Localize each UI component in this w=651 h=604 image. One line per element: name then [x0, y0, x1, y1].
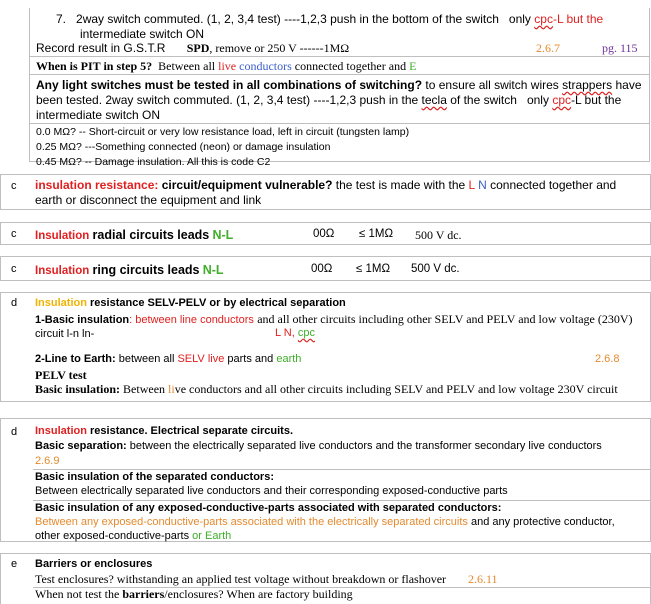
step-number: 7.	[56, 12, 67, 26]
reference-number: 2.6.9	[35, 455, 60, 467]
row-d-selv-pelv: d Insulation resistance SELV-PELV or by electrical separation 1-Basic insulation: between line conductors and all other circuits including other SELV and PELV and low voltage (230V) circuit l-n ln- L N, cpc 2-Line to Earth: between all SELV live parts and earth 2.6.8 PELV test Basic insulation: Between live conductors and all other circuits including SELV and PELV and low voltage 230V circuit	[0, 292, 651, 402]
row-letter: c	[11, 263, 17, 275]
reference-number: 2.6.7	[536, 41, 560, 55]
row-letter: d	[11, 426, 18, 438]
value-zero: 00Ω	[311, 263, 333, 275]
record-result-line: Record result in G.S.T.R SPD, remove or 250 V ------1MΩ 2.6.7 pg. 115	[36, 41, 638, 55]
result-row-025: 0.25 MΩ? ---Something connected (neon) or damage insulation	[36, 141, 331, 153]
page-reference: pg. 115	[602, 41, 638, 55]
row-e-barriers-enclosures: e Barriers or enclosures Test enclosures? withstanding an applied test voltage without breakdown or flashover 2.6.11 When not test the barriers/enclosures? When are factory building	[0, 553, 651, 604]
value-zero: 00Ω	[313, 228, 335, 240]
test-voltage: 500 V dc.	[415, 228, 462, 242]
row-letter: c	[11, 180, 17, 192]
pit-step-5-line: When is PIT in step 5? Between all live conductors connected together and E	[36, 59, 417, 73]
row-letter: d	[11, 297, 18, 309]
reference-number: 2.6.11	[468, 572, 498, 586]
result-row-045: 0.45 MΩ? -- Damage insulation. All this is code C2	[36, 156, 271, 168]
test-voltage: 500 V dc.	[411, 263, 460, 275]
step-7-line: 7. 2way switch commuted. (1, 2, 3,4 test) ----1,2,3 push in the bottom of the switch only cpc-L but the	[56, 12, 604, 26]
value-limit: ≤ 1MΩ	[356, 263, 391, 275]
notes-block-switching: 7. 2way switch commuted. (1, 2, 3,4 test) ----1,2,3 push in the bottom of the switch only cpc-L but the intermediate switch ON Record result in G.S.T.R SPD, remove or 250 V ------1MΩ 2.6.7 pg. 115 When is PIT in step 5? Between all live conductors connected together and E Any light switches must be tested in all combinations of switching? to ensure all switch wires strappers have been tested. 2way switch commuted. (1, 2, 3,4 test) ----1,2,3 push in the tecla of the switch only cpc-L but the intermediate switch ON 0.0 MΩ? -- Short-circuit or very low resistance load, left in circuit (tungsten lamp) 0.25 MΩ? ---Something connected (neon) or damage insulation 0.45 MΩ? -- Damage insulation. All this is code C2	[29, 8, 650, 162]
row-letter: e	[11, 558, 18, 570]
row-d-separate-circuits: d Insulation resistance. Electrical separate circuits. Basic separation: between the electrically separated live conductors and the transformer secondary live conductors 2.6.9 Basic insulation of the separated conductors: Between electrically separated live conductors and their corresponding exposed-conductive parts Basic insulation of any exposed-conductive-parts associated with separated conductors: Between any exposed-conductive-parts associated with the electrically separated circuits and any protective conductor, other exposed-conductive-parts or Earth	[0, 418, 651, 542]
row-c-insulation-vulnerable: c insulation resistance: circuit/equipment vulnerable? the test is made with the L N connected together and earth or disconnect the equipment and link	[0, 174, 651, 210]
reference-number: 2.6.8	[595, 353, 620, 365]
result-row-0: 0.0 MΩ? -- Short-circuit or very low resistance load, left in circuit (tungsten lamp)	[36, 126, 410, 138]
light-switches-line: Any light switches must be tested in all combinations of switching? to ensure all switch wires strappers have	[36, 78, 642, 92]
row-letter: c	[11, 228, 17, 240]
row-c-ring-circuits: c Insulation ring circuits leads N-L 00Ω ≤ 1MΩ 500 V dc.	[0, 256, 651, 281]
value-limit: ≤ 1MΩ	[359, 228, 394, 240]
row-c-radial-circuits: c Insulation radial circuits leads N-L 00Ω ≤ 1MΩ 500 V dc.	[0, 222, 651, 245]
